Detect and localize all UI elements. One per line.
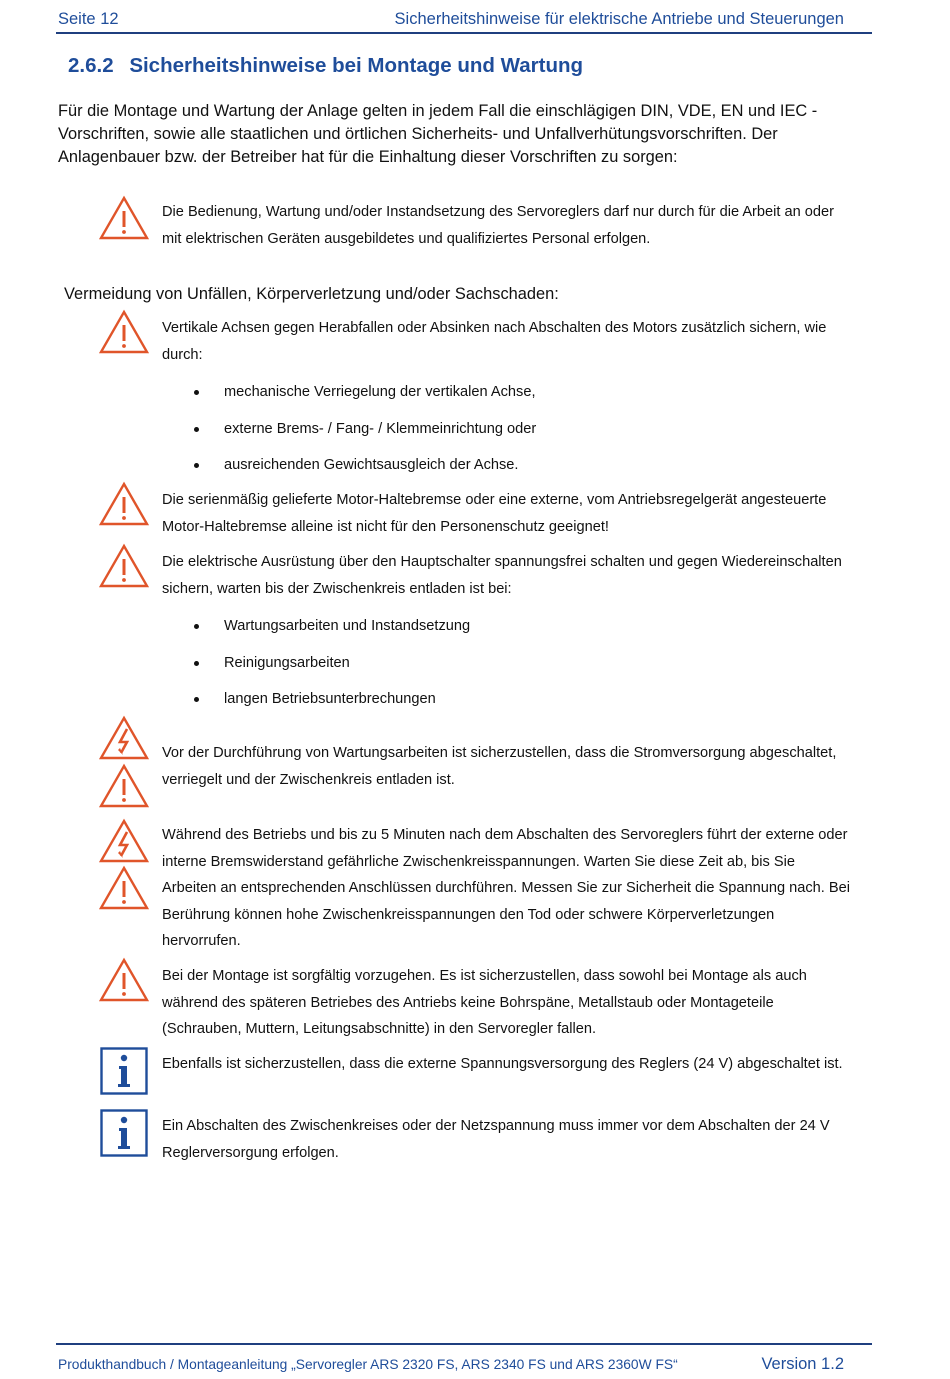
note-main-switch: Die elektrische Ausrüstung über den Hauptschalter spannungsfrei schalten und gegen Wiedereinschalten sichern, warten bis der Zwischenkreis entladen ist bei: — [162, 554, 842, 597]
high-voltage-icon — [98, 715, 150, 761]
warning-icon — [98, 865, 150, 911]
note-brake: Die serienmäßig gelieferte Motor-Haltebremse oder eine externe, vom Antriebsregelgerät angesteuerte Motor-Haltebremse alleine ist nicht für den Personenschutz geeignet! — [162, 492, 827, 535]
warning-icon — [98, 309, 150, 355]
note-dc-link: Während des Betriebs und bis zu 5 Minuten nach dem Abschalten des Servoreglers führt der externe oder interne Bremswiderstand gefährliche Zwischenkreisspannungen. Warten Sie diese Zeit ab, bis Sie Arbeiten an entsprechenden Anschlüssen durchführen. Messen Sie zur Sicherheit die Spannung nach. Bei Berührung können hohe Zwischenkreisspannungen den Tod oder schwere Körperverletzungen hervorrufen. — [162, 827, 850, 949]
footer-version: Version 1.2 — [761, 1355, 844, 1373]
page-number: Seite 12 — [58, 10, 119, 28]
list-item: Wartungsarbeiten und Instandsetzung — [190, 616, 470, 653]
footer-product: Produkthandbuch / Montageanleitung „Servoregler ARS 2320 FS, ARS 2340 FS und ARS 2360W FS“ — [58, 1357, 678, 1372]
list-item: mechanische Verriegelung der vertikalen Achse, — [190, 382, 536, 419]
section-heading — [68, 54, 583, 78]
warning-icon — [98, 957, 150, 1003]
list-item: langen Betriebsunterbrechungen — [190, 689, 470, 726]
note-order: Ein Abschalten des Zwischenkreises oder der Netzspannung muss immer vor dem Abschalten der 24 V Reglerversorgung erfolgen. — [162, 1118, 830, 1161]
vertical-axes-list — [190, 382, 536, 492]
note-maintenance: Vor der Durchführung von Wartungsarbeiten ist sicherzustellen, dass die Stromversorgung abgeschaltet, verriegelt und der Zwischenkreis entladen ist. — [162, 745, 837, 788]
list-item: externe Brems- / Fang- / Klemmeinrichtung oder — [190, 419, 536, 456]
list-item: Reinigungsarbeiten — [190, 653, 470, 690]
info-icon — [100, 1047, 148, 1095]
main-switch-list — [190, 616, 470, 726]
high-voltage-icon — [98, 818, 150, 864]
section-title: Sicherheitshinweise bei Montage und Wartung — [129, 54, 584, 77]
note-vertical-axes: Vertikale Achsen gegen Herabfallen oder Absinken nach Abschalten des Motors zusätzlich sichern, wie durch: — [162, 320, 827, 363]
note-supply-24v: Ebenfalls ist sicherzustellen, dass die externe Spannungsversorgung des Reglers (24 V) abgeschaltet ist. — [162, 1056, 843, 1072]
warning-icon — [98, 543, 150, 589]
page-header — [56, 8, 872, 34]
section-number: 2.6.2 — [68, 54, 114, 77]
note-mounting: Bei der Montage ist sorgfältig vorzugehen. Es ist sicherzustellen, dass sowohl bei Montage als auch während des späteren Betriebes des Antriebs keine Bohrspäne, Metallstaub oder Montageteile (Schrauben, Muttern, Leitungsabschnitte) in den Servoregler fallen. — [162, 968, 807, 1037]
intro-paragraph: Für die Montage und Wartung der Anlage gelten in jedem Fall die einschlägigen DIN, VDE, EN und IEC - Vorschriften, sowie alle staatlichen und örtlichen Sicherheits- und Unfallverhütungsvorschriften. Der Anlagenbauer bzw. der Betreiber hat für die Einhaltung dieser Vorschriften zu sorgen: — [58, 102, 818, 166]
warning-icon — [98, 763, 150, 809]
page-footer — [56, 1343, 872, 1375]
warning-icon — [98, 481, 150, 527]
warning-icon — [98, 195, 150, 241]
note-personnel: Die Bedienung, Wartung und/oder Instandsetzung des Servoreglers darf nur durch für die Arbeit an oder mit elektrischen Geräten ausgebildetes und qualifiziertes Personal erfolgen. — [162, 204, 834, 247]
header-title: Sicherheitshinweise für elektrische Antriebe und Steuerungen — [394, 10, 844, 28]
list-item: ausreichenden Gewichtsausgleich der Achse. — [190, 455, 536, 492]
avoidance-heading: Vermeidung von Unfällen, Körperverletzung und/oder Sachschaden: — [64, 285, 559, 303]
info-icon — [100, 1109, 148, 1157]
